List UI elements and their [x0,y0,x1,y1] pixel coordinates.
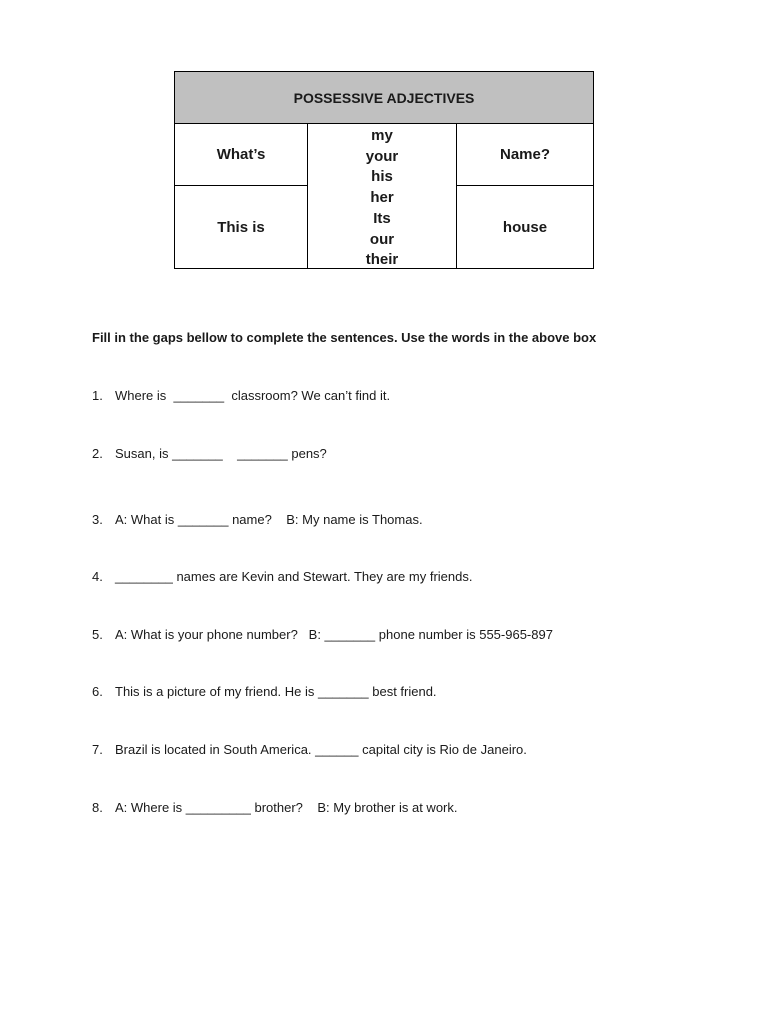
question-8 [92,800,458,815]
adjective-his: his [371,168,393,186]
question-number: 4. [92,569,103,584]
question-number: 1. [92,388,103,403]
question-7 [92,742,527,757]
possessive-adjectives-table [174,71,594,269]
question-text: Brazil is located in South America. ______ capital city is Rio de Janeiro. [115,742,527,757]
question-number: 5. [92,627,103,642]
cell-this-is: This is [175,186,308,268]
question-text: A: Where is _________ brother? B: My brother is at work. [115,800,458,815]
instruction-text: Fill in the gaps bellow to complete the sentences. Use the words in the above box [92,330,597,345]
question-3 [92,512,423,527]
table-title: POSSESSIVE ADJECTIVES [175,72,593,124]
question-1 [92,388,390,403]
adjective-their: their [365,251,399,269]
question-number: 7. [92,742,103,757]
adjective-her: her [370,189,394,207]
question-text: This is a picture of my friend. He is _______ best friend. [115,684,437,699]
adjective-my: my [371,127,393,144]
question-2 [92,446,327,461]
question-text: A: What is your phone number? B: _______ phone number is 555-965-897 [115,627,553,642]
question-5 [92,627,553,642]
question-text: ________ names are Kevin and Stewart. They are my friends. [115,569,473,584]
adjective-our: our [369,230,395,248]
question-text: Where is _______ classroom? We can’t find it. [115,388,391,403]
adjective-your: your [365,147,399,165]
question-text: Susan, is _______ _______ pens? [115,446,327,461]
question-number: 6. [92,684,103,699]
question-4 [92,569,472,584]
question-number: 3. [92,512,103,527]
question-number: 2. [92,446,103,461]
cell-whats: What’s [175,124,308,186]
question-text: A: What is _______ name? B: My name is Thomas. [115,512,423,527]
question-number: 8. [92,800,103,815]
cell-house: house [502,218,548,236]
adjective-its: Its [373,209,391,227]
question-6 [92,684,437,699]
cell-name: Name? [457,124,593,186]
adjectives-list [308,124,457,268]
